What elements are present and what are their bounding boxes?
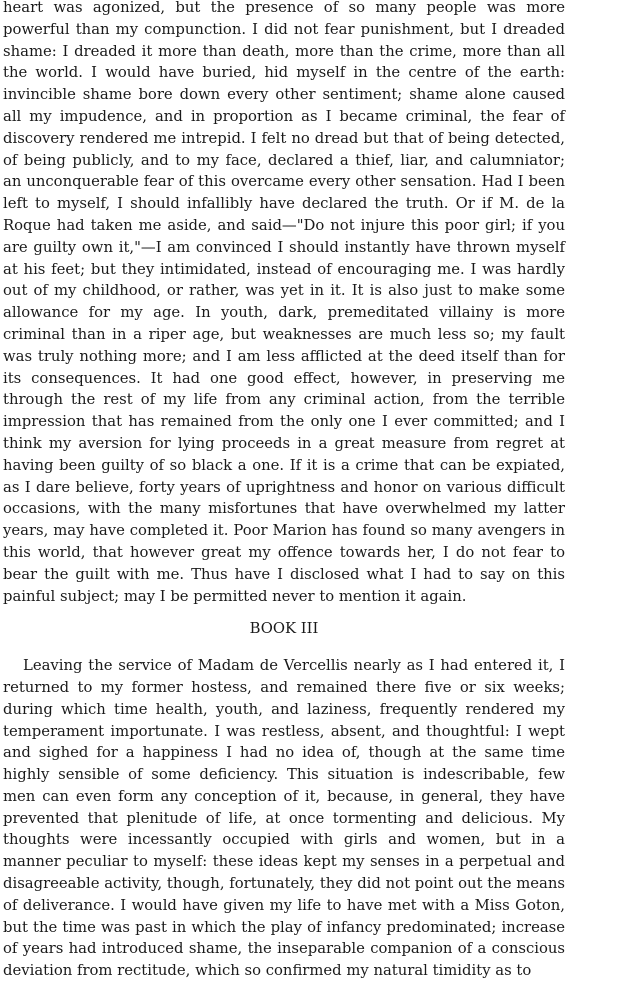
- document-page: [3, 0, 565, 982]
- body-paragraph: Leaving the service of Madam de Vercellis nearly as I had entered it, I returned to my former hostess, and remained there five or six weeks; during which time health, youth, and laziness, frequently rendered my temperament importunate. I was restless, absent, and thoughtful: I wept and sighed for a happiness I had no idea of, though at the same time highly sensible of some deficiency. This situation is indescribable, few men can even form any conception of it, because, in general, they have prevented that plenitude of life, at once tormenting and delicious. My thoughts were incessantly occupied with girls and women, but in a manner peculiar to myself: these ideas kept my senses in a perpetual and disagreeable activity, though, fortunately, they did not point out the means of deliverance. I would have given my life to have met with a Miss Goton, but the time was past in which the play of infancy predominated; increase of years had introduced shame, the inseparable companion of a conscious deviation from rectitude, which so confirmed my natural timidity as to: [3, 657, 565, 980]
- body-paragraph: heart was agonized, but the presence of so many people was more powerful than my compunction. I did not fear punishment, but I dreaded shame: I dreaded it more than death, more than the crime, more than all the world. I would have buried, hid myself in the centre of the earth: invincible shame bore down every other sentiment; shame alone caused all my impudence, and in proportion as I became criminal, the fear of discovery rendered me intrepid. I felt no dread but that of being detected, of being publicly, and to my face, declared a thief, liar, and calumniator; an unconquerable fear of this overcame every other sensation. Had I been left to myself, I should infallibly have declared the truth. Or if M. de la Roque had taken me aside, and said—"Do not injure this poor girl; if you are guilty own it,"—I am convinced I should instantly have thrown myself at his feet; but they intimidated, instead of encouraging me. I was hardly out of my childhood, or rather, was yet in it. It is also just to make some allowance for my age. In youth, dark, premeditated villainy is more criminal than in a riper age, but weaknesses are much less so; my fault was truly nothing more; and I am less afflicted at the deed itself than for its consequences. It had one good effect, however, in preserving me through the rest of my life from any criminal action, from the terrible impression that has remained from the only one I ever committed; and I think my aversion for lying proceeds in a great measure from regret at having been guilty of so black a one. If it is a crime that can be expiated, as I dare believe, forty years of uprightness and honor on various difficult occasions, with the many misfortunes that have overwhelmed my latter years, may have completed it. Poor Marion has found so many avengers in this world, that however great my offence towards her, I do not fear to bear the guilt with me. Thus have I disclosed what I had to say on this painful subject; may I be permitted never to mention it again.: [3, 0, 565, 605]
- chapter-heading: BOOK III: [249, 620, 319, 638]
